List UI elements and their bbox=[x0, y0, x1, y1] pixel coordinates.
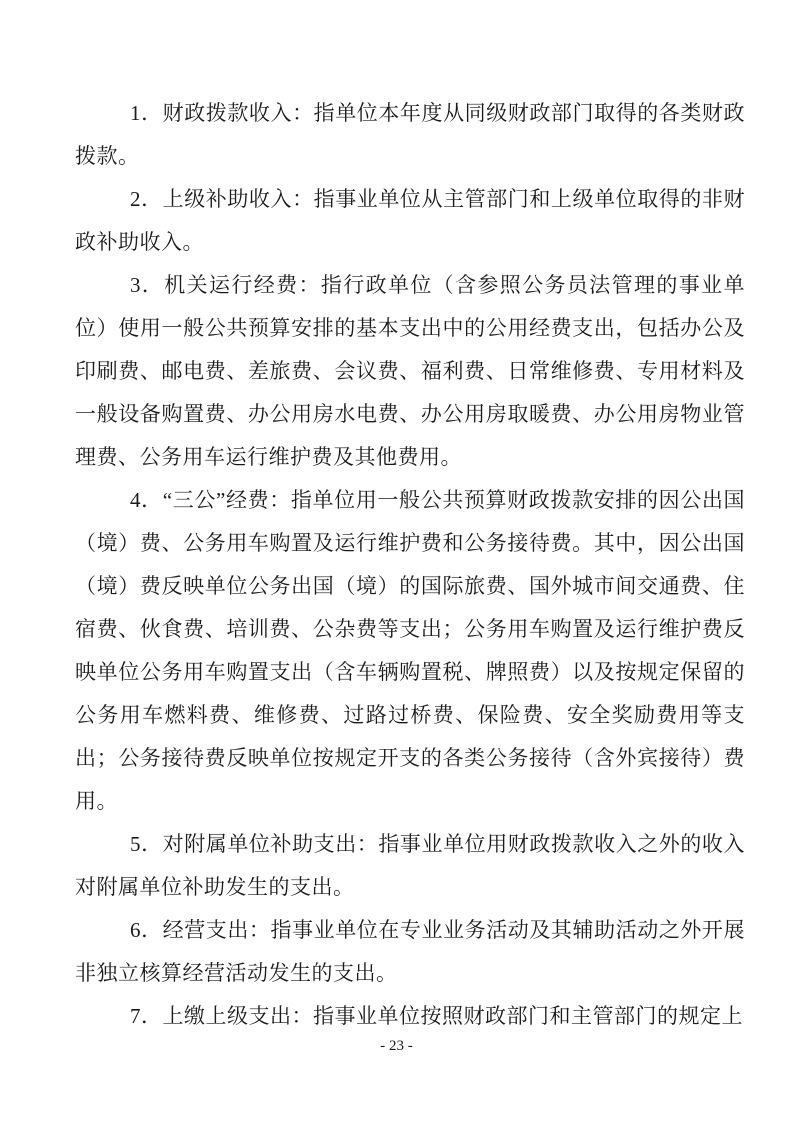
paragraph: 7．上缴上级支出：指事业单位按照财政部门和主管部门的规定上 bbox=[130, 1004, 743, 1028]
document-body bbox=[75, 92, 745, 1038]
paragraph: 1．财政拨款收入：指单位本年度从同级财政部门取得的各类财政拨款。 bbox=[75, 101, 745, 168]
page-number: - 23 - bbox=[380, 1038, 413, 1054]
paragraph: 6．经营支出：指事业单位在专业业务活动及其辅助活动之外开展非独立核算经营活动发生的支出。 bbox=[75, 918, 745, 985]
paragraph: 2．上级补助收入：指事业单位从主管部门和上级单位取得的非财政补助收入。 bbox=[75, 187, 745, 254]
paragraph: 4．“三公”经费：指单位用一般公共预算财政拨款安排的因公出国（境）费、公务用车购置及运行维护费和公务接待费。其中，因公出国（境）费反映单位公务出国（境）的国际旅费、国外城市间交通费、住宿费、伙食费、培训费、公杂费等支出；公务用车购置及运行维护费反映单位公务用车购置支出（含车辆购置税、牌照费）以及按规定保留的公务用车燃料费、维修费、过路过桥费、保险费、安全奖励费用等支出；公务接待费反映单位按规定开支的各类公务接待（含外宾接待）费用。 bbox=[75, 488, 745, 813]
paragraph: 3．机关运行经费：指行政单位（含参照公务员法管理的事业单位）使用一般公共预算安排的基本支出中的公用经费支出，包括办公及印刷费、邮电费、差旅费、会议费、福利费、日常维修费、专用材料及一般设备购置费、办公用房水电费、办公用房取暖费、办公用房物业管理费、公务用车运行维护费及其他费用。 bbox=[75, 273, 745, 469]
paragraph: 5．对附属单位补助支出：指事业单位用财政拨款收入之外的收入对附属单位补助发生的支出。 bbox=[75, 832, 745, 899]
